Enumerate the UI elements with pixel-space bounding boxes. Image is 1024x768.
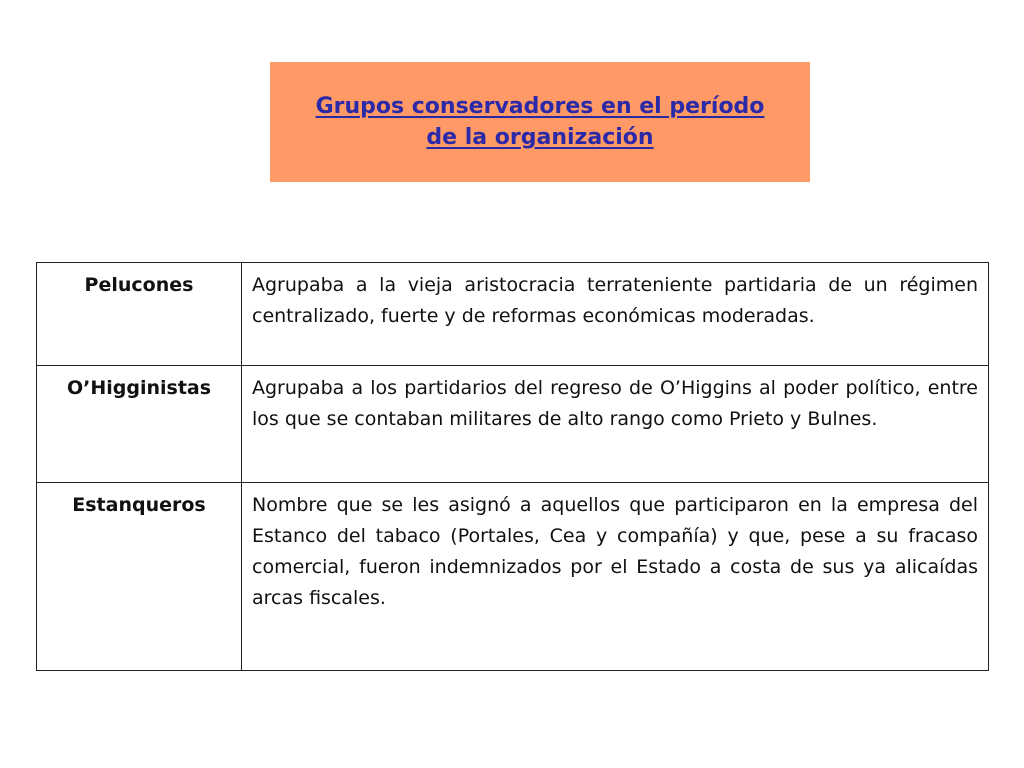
table-row (37, 483, 989, 671)
title-box (270, 62, 810, 182)
group-description: Agrupaba a la vieja aristocracia terrateniente partidaria de un régimen centralizado, fuerte y de reformas económicas moderadas. (242, 263, 989, 366)
table-row (37, 263, 989, 366)
group-name: Pelucones (37, 263, 242, 366)
group-description: Nombre que se les asignó a aquellos que participaron en la empresa del Estanco del tabaco (Portales, Cea y compañía) y que, pese a su fracaso comercial, fueron indemnizados por el Estado a costa de sus ya alicaídas arcas fiscales. (242, 483, 989, 671)
title-line-1: Grupos conservadores en el período (315, 94, 765, 119)
group-name: O’Higginistas (37, 366, 242, 483)
title-line-2: de la organización (426, 125, 654, 150)
table-row (37, 366, 989, 483)
group-description: Agrupaba a los partidarios del regreso de O’Higgins al poder político, entre los que se contaban militares de alto rango como Prieto y Bulnes. (242, 366, 989, 483)
group-name: Estanqueros (37, 483, 242, 671)
conservative-groups-table (36, 262, 989, 671)
